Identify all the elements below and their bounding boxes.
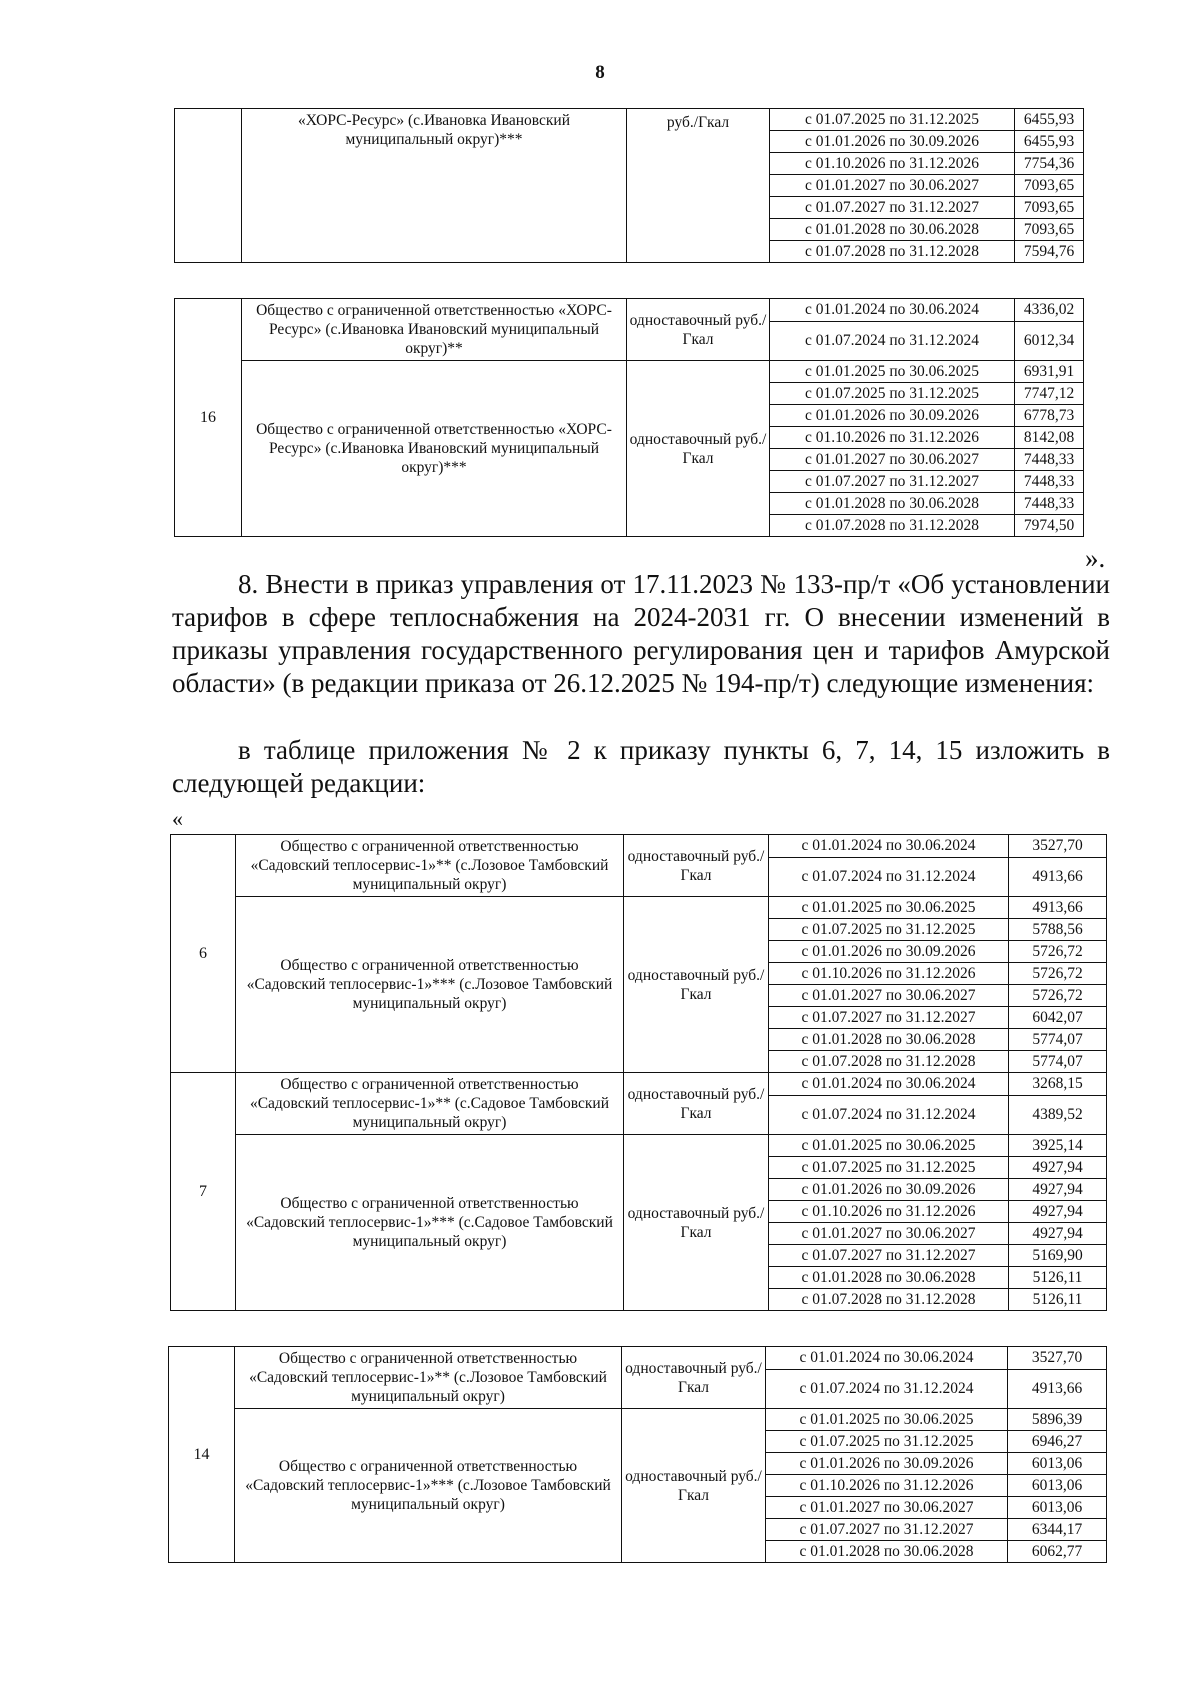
- period-cell: с 01.01.2026 по 30.09.2026: [766, 1453, 1008, 1475]
- period-cell: с 01.07.2025 по 31.12.2025: [769, 919, 1009, 941]
- tariff-value-cell: 4927,94: [1009, 1179, 1107, 1201]
- tariff-value-cell: 7974,50: [1015, 515, 1084, 537]
- tariff-value-cell: 5896,39: [1008, 1409, 1107, 1431]
- period-cell: с 01.01.2025 по 30.06.2025: [766, 1409, 1008, 1431]
- tariff-value-cell: 3925,14: [1009, 1135, 1107, 1157]
- period-cell: с 01.07.2024 по 31.12.2024: [769, 1095, 1009, 1134]
- tariff-value-cell: 5126,11: [1009, 1267, 1107, 1289]
- tariff-value-cell: 7093,65: [1015, 197, 1084, 219]
- period-cell: с 01.07.2028 по 31.12.2028: [770, 241, 1015, 263]
- tariff-value-cell: 7448,33: [1015, 449, 1084, 471]
- period-cell: с 01.07.2027 по 31.12.2027: [769, 1245, 1009, 1267]
- tariff-value-cell: 6013,06: [1008, 1475, 1107, 1497]
- tariff-value-cell: 6013,06: [1008, 1453, 1107, 1475]
- period-cell: с 01.01.2028 по 30.06.2028: [769, 1029, 1009, 1051]
- tariff-value-cell: 6946,27: [1008, 1431, 1107, 1453]
- tariff-value-cell: 6344,17: [1008, 1519, 1107, 1541]
- unit-cell: одноставочный руб./Гкал: [622, 1347, 766, 1409]
- organization-cell: Общество с ограниченной ответственностью «Садовский теплосервис-1»*** (с.Садовое Тамбовский муниципальный округ): [236, 1135, 624, 1311]
- tariff-value-cell: 5126,11: [1009, 1289, 1107, 1311]
- period-cell: с 01.07.2028 по 31.12.2028: [769, 1289, 1009, 1311]
- period-cell: с 01.01.2024 по 30.06.2024: [769, 835, 1009, 858]
- tariff-value-cell: 5788,56: [1009, 919, 1107, 941]
- tariff-value-cell: 7448,33: [1015, 471, 1084, 493]
- period-cell: с 01.01.2025 по 30.06.2025: [770, 361, 1015, 383]
- period-cell: с 01.01.2025 по 30.06.2025: [769, 897, 1009, 919]
- period-cell: с 01.10.2026 по 31.12.2026: [769, 963, 1009, 985]
- period-cell: с 01.01.2024 по 30.06.2024: [770, 299, 1015, 322]
- item-number-cell: 7: [171, 1073, 236, 1311]
- period-cell: с 01.10.2026 по 31.12.2026: [766, 1475, 1008, 1497]
- unit-cell: одноставочный руб./Гкал: [627, 299, 770, 361]
- tariff-value-cell: 6012,34: [1015, 321, 1084, 360]
- tariff-value-cell: 5169,90: [1009, 1245, 1107, 1267]
- item-number-cell: [175, 109, 242, 263]
- unit-cell: одноставочный руб./Гкал: [627, 361, 770, 537]
- period-cell: с 01.07.2025 по 31.12.2025: [770, 383, 1015, 405]
- period-cell: с 01.10.2026 по 31.12.2026: [769, 1201, 1009, 1223]
- period-cell: с 01.01.2028 по 30.06.2028: [770, 219, 1015, 241]
- period-cell: с 01.01.2027 по 30.06.2027: [769, 1223, 1009, 1245]
- item-number-cell: 6: [171, 835, 236, 1073]
- organization-cell: Общество с ограниченной ответственностью «Садовский теплосервис-1»** (с.Садовое Тамбовский муниципальный округ): [236, 1073, 624, 1135]
- tariff-value-cell: 5726,72: [1009, 963, 1107, 985]
- tariff-value-cell: 7594,76: [1015, 241, 1084, 263]
- unit-cell: одноставочный руб./Гкал: [624, 835, 769, 897]
- period-cell: с 01.01.2028 по 30.06.2028: [770, 493, 1015, 515]
- closing-quote: ».: [1085, 543, 1106, 573]
- unit-cell: одноставочный руб./Гкал: [624, 897, 769, 1073]
- period-cell: с 01.01.2027 по 30.06.2027: [770, 449, 1015, 471]
- tariff-value-cell: 7448,33: [1015, 493, 1084, 515]
- period-cell: с 01.07.2027 по 31.12.2027: [770, 471, 1015, 493]
- tariff-value-cell: 5774,07: [1009, 1051, 1107, 1073]
- period-cell: с 01.01.2026 по 30.09.2026: [770, 131, 1015, 153]
- period-cell: с 01.01.2027 по 30.06.2027: [766, 1497, 1008, 1519]
- tariff-table-item-14: [168, 1346, 1107, 1563]
- page-number: 8: [595, 62, 605, 83]
- period-cell: с 01.07.2024 по 31.12.2024: [766, 1369, 1008, 1408]
- unit-cell: одноставочный руб./Гкал: [622, 1409, 766, 1563]
- item-number-cell: 14: [169, 1347, 235, 1563]
- opening-quote: «: [172, 806, 183, 831]
- period-cell: с 01.07.2025 по 31.12.2025: [766, 1431, 1008, 1453]
- organization-cell: Общество с ограниченной ответственностью «ХОРС-Ресурс» (с.Ивановка Ивановский муниципальный округ)***: [242, 361, 627, 537]
- period-cell: с 01.01.2024 по 30.06.2024: [769, 1073, 1009, 1096]
- period-cell: с 01.01.2026 по 30.09.2026: [769, 1179, 1009, 1201]
- organization-cell: Общество с ограниченной ответственностью «Садовский теплосервис-1»*** (с.Лозовое Тамбовский муниципальный округ): [236, 897, 624, 1073]
- period-cell: с 01.10.2026 по 31.12.2026: [770, 153, 1015, 175]
- tariff-value-cell: 6455,93: [1015, 131, 1084, 153]
- period-cell: с 01.07.2024 по 31.12.2024: [769, 857, 1009, 896]
- period-cell: с 01.01.2025 по 30.06.2025: [769, 1135, 1009, 1157]
- period-cell: с 01.07.2027 по 31.12.2027: [770, 197, 1015, 219]
- period-cell: с 01.07.2025 по 31.12.2025: [770, 109, 1015, 131]
- tariff-value-cell: 4336,02: [1015, 299, 1084, 322]
- tariff-value-cell: 3268,15: [1009, 1073, 1107, 1096]
- period-cell: с 01.07.2027 по 31.12.2027: [766, 1519, 1008, 1541]
- tariff-value-cell: 7093,65: [1015, 219, 1084, 241]
- tariff-value-cell: 4913,66: [1009, 897, 1107, 919]
- period-cell: с 01.07.2028 по 31.12.2028: [769, 1051, 1009, 1073]
- period-cell: с 01.07.2025 по 31.12.2025: [769, 1157, 1009, 1179]
- organization-cell: «ХОРС-Ресурс» (с.Ивановка Ивановский муниципальный округ)***: [242, 109, 627, 263]
- period-cell: с 01.01.2027 по 30.06.2027: [769, 985, 1009, 1007]
- organization-cell: Общество с ограниченной ответственностью «Садовский теплосервис-1»*** (с.Лозовое Тамбовский муниципальный округ): [235, 1409, 622, 1563]
- period-cell: с 01.07.2028 по 31.12.2028: [770, 515, 1015, 537]
- organization-cell: Общество с ограниченной ответственностью «Садовский теплосервис-1»** (с.Лозовое Тамбовский муниципальный округ): [236, 835, 624, 897]
- period-cell: с 01.01.2024 по 30.06.2024: [766, 1347, 1008, 1370]
- period-cell: с 01.07.2027 по 31.12.2027: [769, 1007, 1009, 1029]
- tariff-value-cell: 4927,94: [1009, 1201, 1107, 1223]
- tariff-value-cell: 7093,65: [1015, 175, 1084, 197]
- tariff-value-cell: 4927,94: [1009, 1223, 1107, 1245]
- tariff-value-cell: 4389,52: [1009, 1095, 1107, 1134]
- unit-cell: одноставочный руб./Гкал: [624, 1135, 769, 1311]
- period-cell: с 01.01.2028 по 30.06.2028: [766, 1541, 1008, 1563]
- tariff-value-cell: 4913,66: [1009, 857, 1107, 896]
- tariff-value-cell: 6042,07: [1009, 1007, 1107, 1029]
- item-number-cell: 16: [175, 299, 242, 537]
- tariff-value-cell: 7754,36: [1015, 153, 1084, 175]
- tariff-table-continuation: [174, 108, 1084, 263]
- tariff-value-cell: 4913,66: [1008, 1369, 1107, 1408]
- tariff-value-cell: 5726,72: [1009, 941, 1107, 963]
- paragraph-8: 8. Внести в приказ управления от 17.11.2023 № 133-пр/т «Об установлении тарифов в сфере теплоснабжения на 2024-2031 гг. О внесении изменений в приказы управления государственного регулирования цен и тарифов Амурской области» (в редакции приказа от 26.12.2025 № 194-пр/т) следующие изменения:: [172, 569, 1110, 698]
- tariff-value-cell: 7747,12: [1015, 383, 1084, 405]
- unit-cell: одноставочный руб./Гкал: [624, 1073, 769, 1135]
- tariff-value-cell: 6062,77: [1008, 1541, 1107, 1563]
- paragraph-9: в таблице приложения № 2 к приказу пункты 6, 7, 14, 15 изложить в следующей редакции:: [172, 735, 1110, 798]
- organization-cell: Общество с ограниченной ответственностью «ХОРС-Ресурс» (с.Ивановка Ивановский муниципальный округ)**: [242, 299, 627, 361]
- period-cell: с 01.01.2028 по 30.06.2028: [769, 1267, 1009, 1289]
- tariff-table-item-16: [174, 298, 1084, 537]
- tariff-value-cell: 3527,70: [1009, 835, 1107, 858]
- period-cell: с 01.01.2026 по 30.09.2026: [770, 405, 1015, 427]
- period-cell: с 01.01.2026 по 30.09.2026: [769, 941, 1009, 963]
- tariff-value-cell: 6013,06: [1008, 1497, 1107, 1519]
- organization-cell: Общество с ограниченной ответственностью «Садовский теплосервис-1»** (с.Лозовое Тамбовский муниципальный округ): [235, 1347, 622, 1409]
- period-cell: с 01.07.2024 по 31.12.2024: [770, 321, 1015, 360]
- tariff-value-cell: 4927,94: [1009, 1157, 1107, 1179]
- tariff-value-cell: 6455,93: [1015, 109, 1084, 131]
- tariff-value-cell: 5774,07: [1009, 1029, 1107, 1051]
- period-cell: с 01.10.2026 по 31.12.2026: [770, 427, 1015, 449]
- tariff-table-items-6-7: [170, 834, 1107, 1311]
- tariff-value-cell: 3527,70: [1008, 1347, 1107, 1370]
- tariff-value-cell: 5726,72: [1009, 985, 1107, 1007]
- tariff-value-cell: 8142,08: [1015, 427, 1084, 449]
- tariff-value-cell: 6931,91: [1015, 361, 1084, 383]
- period-cell: с 01.01.2027 по 30.06.2027: [770, 175, 1015, 197]
- unit-cell: руб./Гкал: [627, 109, 770, 263]
- tariff-value-cell: 6778,73: [1015, 405, 1084, 427]
